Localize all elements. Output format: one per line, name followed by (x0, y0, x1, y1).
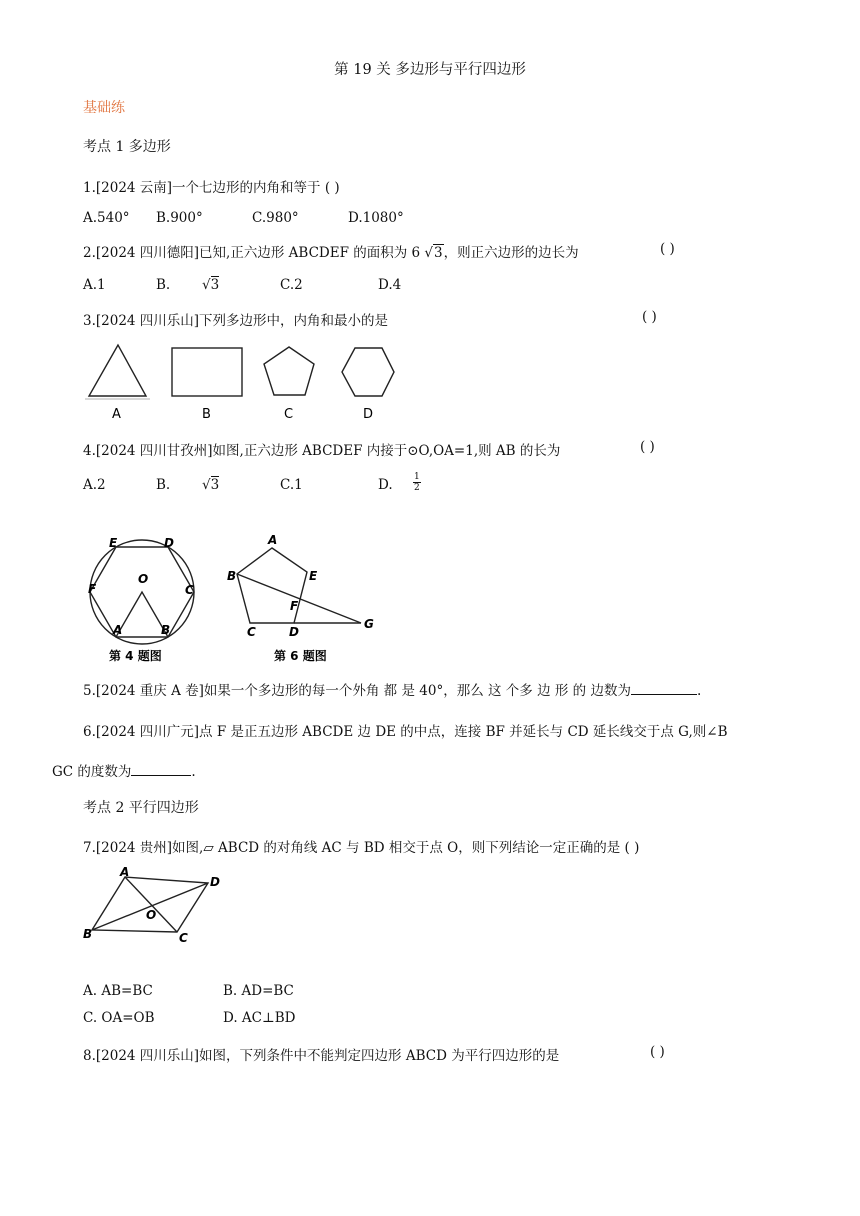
question-3: 3.[2024 四川乐山]下列多边形中，内角和最小的是 (83, 313, 389, 329)
fig7-label-c: C (179, 931, 188, 945)
q7-option-b: B. AD=BC (223, 983, 294, 999)
question-5 (83, 679, 701, 699)
topic-heading-1: 考点 1 多边形 (83, 139, 171, 155)
fig7-label-d: D (210, 875, 220, 889)
fig6-label-b: B (227, 569, 237, 583)
fig6-label-e: E (309, 569, 318, 583)
q6-period: . (191, 764, 196, 780)
figures-4-and-6 (84, 530, 384, 668)
q1-option-a: A.540° (83, 210, 130, 226)
question-1-options (83, 210, 583, 228)
fig4-label-c: C (185, 583, 194, 597)
q2-option-b: B. (156, 277, 171, 293)
q1-option-d: D.1080° (348, 210, 404, 226)
question-2 (83, 241, 579, 261)
question-1: 1.[2024 云南]一个七边形的内角和等于 ( ) (83, 180, 340, 196)
line-bg (237, 574, 361, 623)
fig6-caption: 第 6 题图 (274, 649, 327, 663)
q7-option-c: C. OA=OB (83, 1010, 155, 1026)
fig6-label-a: A (268, 533, 278, 547)
question-4: 4.[2024 四川甘孜州]如图,正六边形 ABCDEF 内接于⊙O,OA=1,则 AB 的长为 (83, 443, 561, 459)
q2-option-d: D.4 (378, 277, 402, 293)
q2-option-a: A.1 (83, 277, 106, 293)
q2-option-b-sqrt: √3 (202, 277, 220, 293)
fig4-label-b: B (161, 623, 171, 637)
section-heading: 基础练 (83, 100, 125, 116)
pentagon-shape (264, 347, 314, 395)
q7-option-d: D. AC⊥BD (223, 1010, 296, 1026)
q4-option-b: B. (156, 477, 171, 493)
fig7-label-o: O (146, 908, 157, 922)
q3-answer-paren: ( ) (642, 309, 657, 325)
triangle-shape (89, 345, 146, 396)
topic-heading-2: 考点 2 平行四边形 (83, 800, 199, 816)
q2-sqrt: √3 (424, 245, 443, 261)
question-4-options (83, 472, 583, 503)
rectangle-shape (172, 348, 242, 396)
label-c: C (284, 407, 294, 422)
fig7-label-b: B (83, 927, 93, 941)
q2-answer-paren: ( ) (660, 241, 675, 257)
q5-answer-blank[interactable] (631, 682, 697, 695)
hexagon-shape (342, 348, 394, 396)
q6-answer-blank[interactable] (131, 763, 191, 776)
q7-parallelogram-figure (80, 866, 230, 946)
q4-option-a: A.2 (83, 477, 106, 493)
question-2-options (83, 277, 583, 295)
diagonal-ac (125, 877, 177, 932)
diagonal-bd (92, 883, 208, 930)
question-7: 7.[2024 贵州]如图,▱ ABCD 的对角线 AC 与 BD 相交于点 O，则下列结论一定正确的是 ( ) (83, 840, 640, 856)
question-7-options (83, 983, 483, 1031)
fig4-label-e: E (109, 536, 118, 550)
fig6-label-c: C (247, 625, 256, 639)
question-6-line-1: 6.[2024 四川广元]点 F 是正五边形 ABCDE 边 DE 的中点，连接 BF 并延长与 CD 延长线交于点 G,则∠B (83, 724, 728, 740)
q7-option-a: A. AB=BC (83, 983, 153, 999)
q2-text-before: 2.[2024 四川德阳]已知,正六边形 ABCDEF 的面积为 6 (83, 245, 425, 261)
figure-6 (237, 548, 361, 623)
fig6-label-g: G (364, 617, 374, 631)
question-6-line-2 (52, 760, 196, 780)
fig7-label-a: A (120, 866, 130, 879)
page-title: 第 19 关 多边形与平行四边形 (334, 62, 526, 78)
q1-option-c: C.980° (252, 210, 299, 226)
fig6-label-f: F (290, 599, 299, 613)
q4-option-b-sqrt: √3 (202, 477, 220, 493)
fig4-label-d: D (164, 536, 174, 550)
question-8: 8.[2024 四川乐山]如图，下列条件中不能判定四边形 ABCD 为平行四边形的是 (83, 1048, 560, 1064)
fig4-caption: 第 4 题图 (109, 649, 162, 663)
q2-text-after: ，则正六边形的边长为 (443, 245, 579, 261)
fig4-label-f: F (88, 582, 97, 596)
fig4-label-a: A (113, 623, 123, 637)
q5-text: 5.[2024 重庆 A 卷]如果一个多边形的每一个外角 都 是 40°，那么 这 个多 边 形 的 边数为 (83, 683, 631, 699)
parallelogram-abcd (92, 877, 208, 932)
q4-option-d-fraction: $\frac{1}{2}$ (414, 472, 420, 493)
figure-4 (90, 540, 194, 644)
q3-polygons-figure (80, 340, 410, 425)
q2-option-c: C.2 (280, 277, 303, 293)
fig4-label-o: O (138, 572, 149, 586)
label-b: B (202, 407, 211, 422)
q5-period: . (696, 683, 702, 699)
q4-option-c: C.1 (280, 477, 303, 493)
q8-answer-paren: ( ) (650, 1044, 665, 1060)
q1-option-b: B.900° (156, 210, 203, 226)
q4-option-d: D. (378, 477, 393, 493)
label-a: A (112, 407, 121, 422)
q6-text: GC 的度数为 (52, 764, 132, 780)
fig6-label-d: D (289, 625, 299, 639)
label-d: D (363, 407, 374, 422)
q4-answer-paren: ( ) (640, 439, 655, 455)
